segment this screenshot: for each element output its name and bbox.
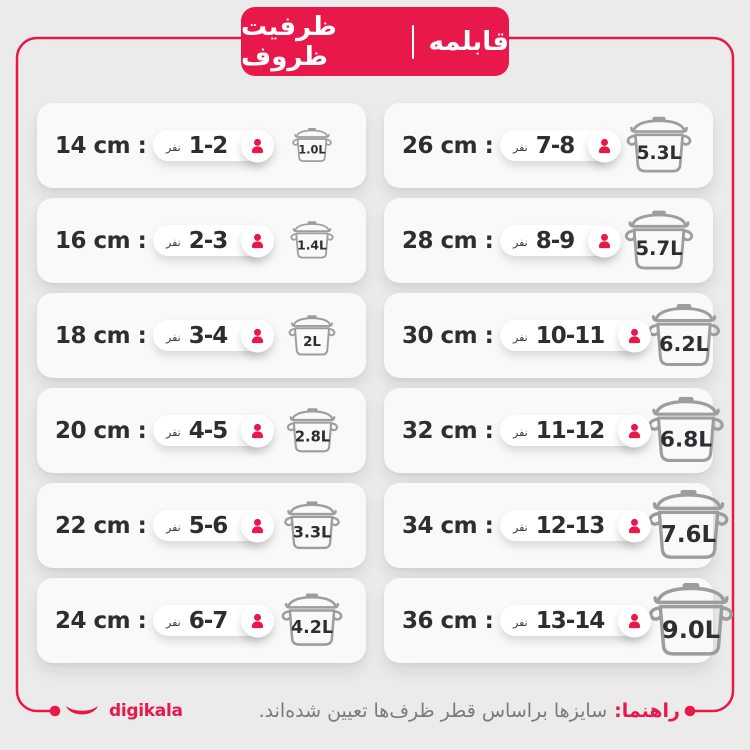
pot-icon [644,488,733,563]
diameter-label: 16 cm : [55,227,147,254]
diameter-label: 22 cm : [55,512,147,539]
people-unit: نفر [166,235,181,249]
people-pill [500,415,644,446]
guide-note-label: راهنما: [614,700,680,722]
digikala-smile-icon [64,703,100,720]
people-pill [500,225,614,256]
diameter-label: 32 cm : [402,417,494,444]
people-pill [153,225,267,256]
diameter-label: 34 cm : [402,512,494,539]
diameter-label: 14 cm : [55,132,147,159]
people-pill [153,320,267,351]
pot-slot [644,395,728,466]
people-pill [500,510,644,541]
people-range: 3-4 [188,322,228,349]
size-row [37,293,366,378]
person-icon [241,224,274,257]
people-range: 4-5 [188,417,228,444]
people-unit: نفر [513,425,528,439]
size-row [37,578,366,663]
pot-icon [278,592,346,649]
people-range: 1-2 [188,132,228,159]
pot-capacity-label: 9.0L [662,616,721,645]
title-right: قابلمه [428,26,509,57]
person-icon [241,604,274,637]
pot-slot [274,220,350,261]
footer [64,691,680,731]
diameter-label: 26 cm : [402,132,494,159]
pot-slot [614,115,703,176]
pot-icon [621,209,697,273]
pot-icon [290,127,334,164]
size-row [37,388,366,473]
guide-note [259,700,680,722]
people-range: 5-6 [188,512,228,539]
pot-capacity-label: 6.2L [659,331,710,356]
people-unit: نفر [513,330,528,344]
size-row [384,388,713,473]
column-right [384,103,721,663]
people-unit: نفر [166,615,181,629]
size-row [37,483,366,568]
frame-dot-right [685,706,696,717]
pot-capacity-label: 5.7L [635,236,683,260]
pot-icon [281,500,343,552]
person-icon [618,604,651,637]
size-row [37,103,366,188]
pot-capacity-label: 3.3L [292,522,332,542]
person-icon [241,414,274,447]
person-icon [618,319,651,352]
size-row [384,103,713,188]
pot-slot [274,407,350,455]
pot-slot [644,488,733,563]
people-pill [153,130,267,161]
size-row [384,293,713,378]
pot-slot [614,209,703,273]
diameter-label: 36 cm : [402,607,494,634]
size-row [384,483,717,568]
size-row [384,578,721,663]
pot-capacity-label: 5.3L [636,143,681,164]
diameter-label: 28 cm : [402,227,494,254]
people-pill [153,605,267,636]
diameter-label: 24 cm : [55,607,147,634]
size-row [384,198,713,283]
people-range: 2-3 [188,227,228,254]
person-icon [241,319,274,352]
pot-slot [644,581,738,660]
pot-capacity-label: 1.0L [298,143,326,157]
people-pill [500,320,644,351]
people-range: 11-12 [535,417,605,444]
pot-icon [288,220,336,261]
size-row [37,198,366,283]
pot-icon [644,581,738,660]
pot-capacity-label: 4.2L [291,618,333,639]
people-unit: نفر [513,140,528,154]
people-unit: نفر [166,520,181,534]
title-banner [241,7,509,76]
people-range: 10-11 [535,322,605,349]
people-range: 13-14 [535,607,605,634]
people-pill [500,605,644,636]
people-range: 8-9 [535,227,575,254]
person-icon [618,509,651,542]
pot-icon [644,302,724,370]
pot-capacity-label: 1.4L [297,238,327,253]
person-icon [618,414,651,447]
person-icon [241,129,274,162]
digikala-wordmark: digikala [109,701,183,721]
diameter-label: 30 cm : [402,322,494,349]
pot-icon [284,407,341,455]
digikala-logo [64,701,183,721]
person-icon [588,129,621,162]
title-divider [412,25,414,59]
pot-slot [644,302,724,370]
people-pill [153,510,267,541]
diameter-label: 18 cm : [55,322,147,349]
size-table [37,103,721,663]
guide-note-text: سایزها براساس قطر ظرف‌ها تعیین شده‌اند. [258,700,608,722]
people-unit: نفر [166,425,181,439]
people-unit: نفر [513,235,528,249]
pot-icon [623,115,695,176]
pot-capacity-label: 7.6L [661,522,717,549]
people-unit: نفر [513,615,528,629]
people-unit: نفر [513,520,528,534]
people-pill [500,130,614,161]
pot-slot [274,500,350,552]
pot-capacity-label: 6.8L [660,427,713,453]
people-unit: نفر [166,140,181,154]
people-range: 7-8 [535,132,575,159]
people-unit: نفر [166,330,181,344]
person-icon [588,224,621,257]
people-range: 12-13 [535,512,605,539]
pot-slot [274,314,350,358]
pot-icon [644,395,728,466]
diameter-label: 20 cm : [55,417,147,444]
column-left [37,103,366,663]
people-range: 6-7 [188,607,228,634]
title-left: ظرفیت ظروف [241,11,337,72]
pot-slot [274,592,350,649]
pot-capacity-label: 2L [303,334,321,350]
people-pill [153,415,267,446]
pot-capacity-label: 2.8L [294,428,330,446]
pot-slot [274,127,350,164]
person-icon [241,509,274,542]
frame-dot-left [50,706,61,717]
pot-icon [286,314,338,358]
